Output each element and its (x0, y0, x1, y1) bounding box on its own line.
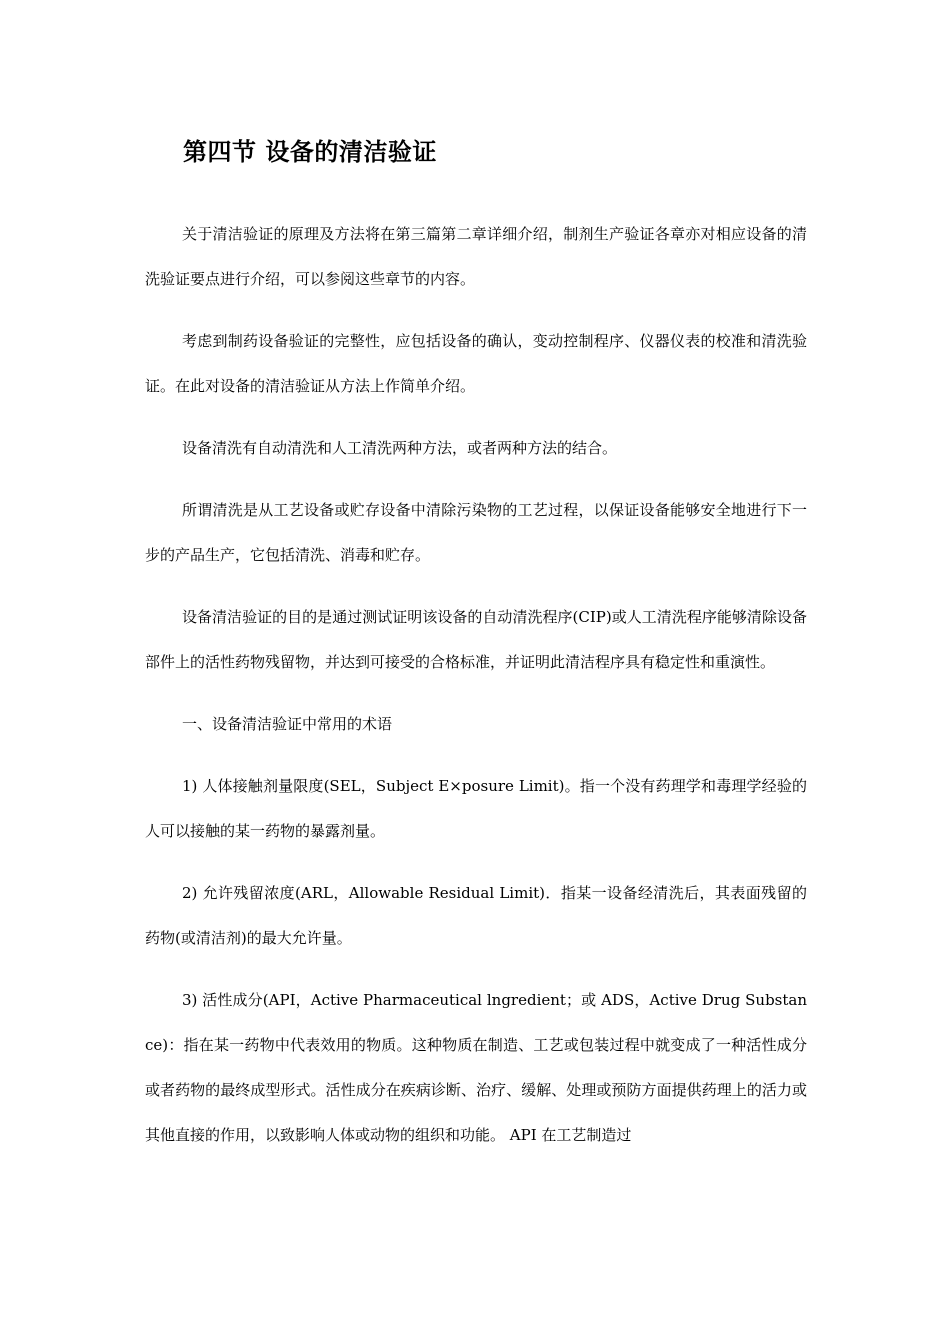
term-sel: 1) 人体接触剂量限度(SEL，Subject E×posure Limit)。指一个没有药理学和毒理学经验的人可以接触的某一药物的暴露剂量。 (145, 777, 807, 840)
section-title: 第四节 设备的清洁验证 (183, 137, 437, 166)
paragraph-4: 所谓清洗是从工艺设备或贮存设备中清除污染物的工艺过程，以保证设备能够安全地进行下一步的产品生产，它包括清洗、消毒和贮存。 (145, 501, 807, 564)
term-arl: 2) 允许残留浓度(ARL，Allowable Residual Limit)．指某一设备经清洗后，其表面残留的药物(或清洁剂)的最大允许量。 (145, 884, 807, 947)
paragraph-2: 考虑到制药设备验证的完整性，应包括设备的确认，变动控制程序、仪器仪表的校准和清洗验证。在此对设备的清洁验证从方法上作简单介绍。 (145, 332, 807, 395)
subsection-heading: 一、设备清洁验证中常用的术语 (182, 715, 393, 733)
paragraph-1: 关于清洁验证的原理及方法将在第三篇第二章详细介绍，制剂生产验证各章亦对相应设备的清洗验证要点进行介绍，可以参阅这些章节的内容。 (145, 225, 807, 288)
paragraph-5: 设备清洁验证的目的是通过测试证明该设备的自动清洗程序(CIP)或人工清洗程序能够清除设备部件上的活性药物残留物，并达到可接受的合格标准，并证明此清洁程序具有稳定性和重演性。 (145, 608, 807, 671)
term-api: 3) 活性成分(API，Active Pharmaceutical lngredient；或 ADS，Active Drug Substance)：指在某一药物中代表效用的物质。这种物质在制造、工艺或包装过程中就变成了一种活性成分或者药物的最终成型形式。活性成分在疾病诊断、治疗、缓解、处理或预防方面提供药理上的活力或其他直接的作用，以致影响人体或动物的组织和功能。 API 在工艺制造过 (145, 991, 807, 1144)
document-body (145, 135, 807, 1158)
paragraph-3: 设备清洗有自动清洗和人工清洗两种方法，或者两种方法的结合。 (182, 439, 618, 457)
